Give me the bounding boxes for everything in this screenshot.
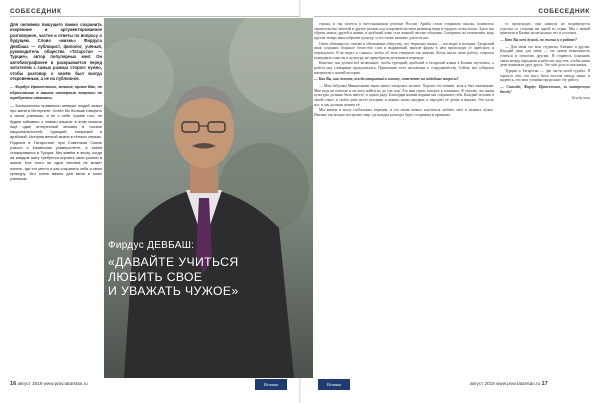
closing-question: — Спасибо, Фирдус Ирекселович, за интересную беседу! bbox=[500, 84, 590, 94]
question-3: — Кто Вы всей душой, по жизни и в работе? bbox=[500, 37, 577, 42]
headline-quote bbox=[108, 255, 308, 299]
paragraph: Турция и Татарстан — две части моей судьбы. Я горжусь тем, что могу быть мостом между ними, и надеюсь, что мои ученики продолжат эту работу. bbox=[500, 68, 590, 83]
section-label-right: СОБЕСЕДНИК bbox=[538, 8, 590, 15]
logo-left: Истина bbox=[255, 379, 287, 390]
portrait-photo bbox=[104, 18, 313, 378]
site-left: www.prav.tatarstan.ru bbox=[43, 381, 88, 386]
section-label-left: СОБЕСЕДНИК bbox=[10, 8, 62, 15]
paragraph: Свою обязанность считаю в объяснении обществу, что тюркские языки — наследие в истории. Татарский язык сохранил большое богатство слов и выражений, многие фразы в нём происходят от арабского и персидского. Я не видел и слышал, чтобы об этом говорили так широко. Когда писал свою работу, старался передавать смыслы и культуру, не пренебрегая деталями в переводе. bbox=[314, 41, 494, 60]
paragraph: то происходит, они никогда не подвергнутся угрозам со стороны ни одной из стран. Мы с женой приехали в Казань на несколько лет и остались. bbox=[500, 22, 590, 36]
interviewee-name: Фирдус ДЕВБАШ: bbox=[108, 240, 195, 251]
question-2: — Как Вы, как человек, всегда открытый к новому, отвечаете на подобные вопросы? bbox=[314, 77, 459, 82]
paragraph: страна, и так хочется в мусульманском регионе России. Арабы стали открывать школы, появилось строительство мечетей и другие реалии под покровительством развития веры в сердцах сотен тысяч. Здесь мы обрели новых друзей в жизни, и арабский язык стал важной частью общения. Смотришь на отношения, ведь кругом теперь многообразие культур, и это очень значимо для всех нас. bbox=[314, 22, 494, 40]
top-rule-right bbox=[314, 16, 590, 17]
article-column-2 bbox=[500, 22, 590, 375]
footer-right bbox=[470, 381, 548, 387]
headline-line-3: И УВАЖАТЬ ЧУЖОЕ» bbox=[108, 284, 239, 298]
article-column-1 bbox=[314, 22, 494, 375]
portrait-illustration bbox=[104, 18, 313, 378]
headline-line-1: «ДАВАЙТЕ УЧИТЬСЯ bbox=[108, 255, 239, 269]
answer-1: — Большинство правильно меньше людей знают про меня в Интернете. Хотел бы больше говорить о своих учениках, а не о себе. Кроме того, не будем забывать о знании языков: в этом смысле ещё один интересный человек в тысяче национальностей: турецкий, татарский и арабский. Истории вечной жизни в тёплых семьях. Родился в Татарстане, при Советском Союзе учился в Казанском университете, а затем стажировался в Турции. Мы живём в эпоху, когда на каждом шагу требуется оценить свои усилия в жизни. Без этого ни один человек не может понять, где его место и как сохранить себя и свою культуру. Это очень важно для меня и моих учеников. bbox=[10, 103, 102, 181]
paragraph: Конечно, мы делаем всё возможное, чтобы турецкий, арабский и татарский языки в Казани изучались, а работа над словарями продолжалась. Приглашаю всех желающих к сотрудничеству. Сейчас мы собираем материалы о нашей истории. bbox=[314, 61, 494, 75]
date-right: август 2019 bbox=[470, 381, 495, 386]
paragraph: Мы живём в эпоху глобальных перемен, и это очень важно: научиться любить своё и уважать чужое. Именно так можно построить мир, где каждая культура будет сохранена и признана. bbox=[314, 108, 494, 117]
date-left: август 2019 bbox=[17, 381, 43, 386]
folio-left: 16 bbox=[10, 381, 17, 387]
folio-right: 17 bbox=[541, 381, 548, 387]
intro-column bbox=[10, 22, 102, 375]
intro-lead: Для человека пишущего важно сохранить искренние и аргументированное разговорное, частое и ответы по вопросу о будущем. Слово «жизнь» Фирдуса Девбаша — публицист, филолог, учёный, руководитель общества «Татарстан — Турция», автор популярных книг. Он автобиографичен и раскрывается перед читателем с самых разных сторон: нужно, чтобы разговор о своём был всегда откровенным, а не на публичное. bbox=[10, 22, 102, 82]
headline-line-2: ЛЮБИТЬ СВОЕ bbox=[108, 269, 203, 284]
top-rule-left bbox=[10, 16, 300, 17]
signature: Беседу вела bbox=[572, 96, 590, 101]
paragraph: — Для меня это мои студенты, близкие и друзья. Каждый день для меня — это новая возможность учиться и помогать другим. Я стараюсь сохранять связи между народами и работать над тем, чтобы наши дети понимали друг друга. Это моё дело и моя жизнь. bbox=[500, 44, 590, 68]
site-right: www.prav.tatarstan.ru bbox=[496, 381, 541, 386]
title-block bbox=[108, 240, 308, 299]
paragraph: — Мои бабушки Миннеханим знала много татарских молитв. Хорошо это помню, хотя я был маленьким. Мне ведь не повезло и не могу найти их до сих пор. Это имя героя, которое я запомнил. Я считаю, что наши культуры должны быть вместе, в одном ряду. Благодаря нашим корням мы сохраняем себя. Каждый человек в своей семье, в своём доме несёт историю и память своих предков, и передаёт её детям и внукам. Это часть нас, и мы должны ценить её. bbox=[314, 83, 494, 107]
question-1: — Фирдус Ирекселович, многие, кроме Вас, не сбросившие в вашем интервью вопросы не требуется ставить. bbox=[10, 84, 102, 100]
footer-left bbox=[10, 381, 88, 387]
logo-right: Истина bbox=[318, 379, 350, 390]
